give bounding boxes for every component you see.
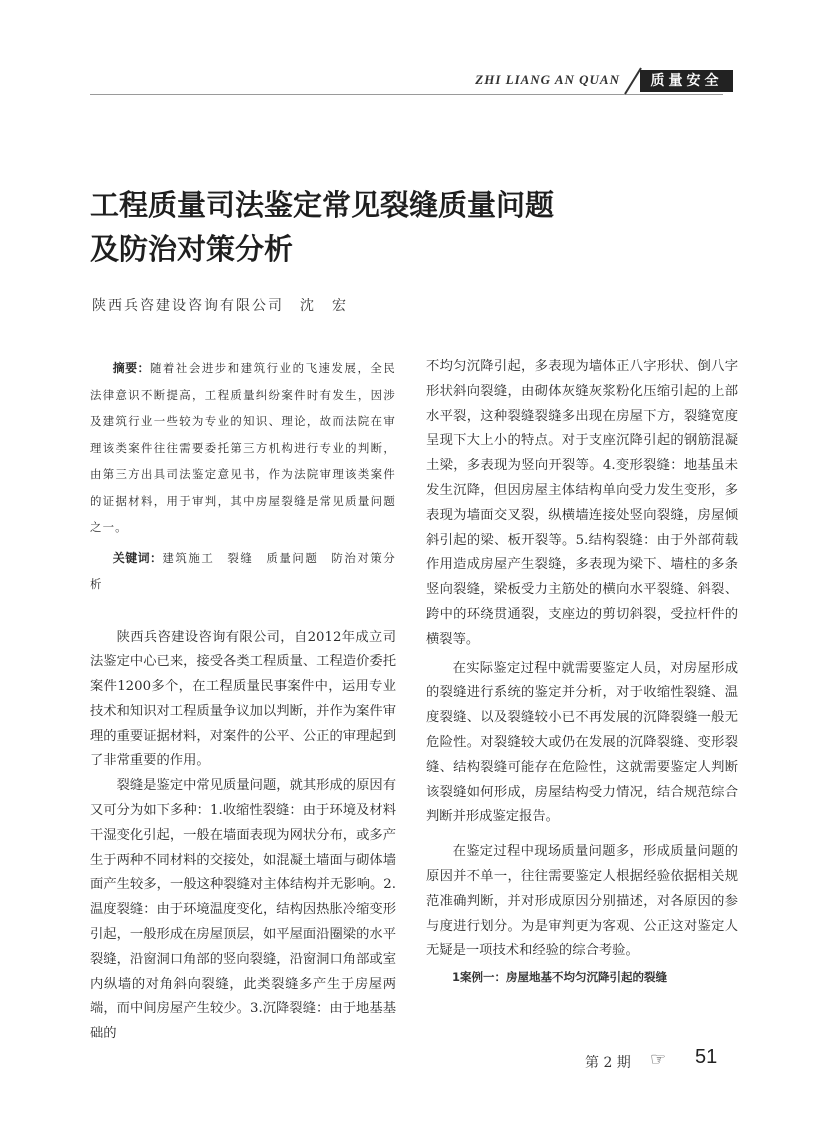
issue-number: 第 2 期 [585, 1055, 631, 1071]
right-column [426, 355, 738, 988]
left-body [90, 626, 396, 1048]
body-paragraph: 在实际鉴定过程中就需要鉴定人员，对房屋形成的裂缝进行系统的鉴定并分析，对于收缩性裂缝、温度裂缝、以及裂缝较小已不再发展的沉降裂缝一般无危险性。对裂缝较大或仍在发展的沉降裂缝、变形裂缝、结构裂缝可能存在危险性，这就需要鉴定人判断该裂缝如何形成，房屋结构受力情况，结合规范综合判断并形成鉴定报告。 [426, 660, 738, 825]
header-english-title: ZHI LIANG AN QUAN [475, 72, 620, 87]
keywords [90, 545, 396, 598]
keywords-label: 关键词： [112, 550, 163, 565]
page-number: 51 [695, 1046, 718, 1068]
body-paragraph: 不均匀沉降引起，多表现为墙体正八字形状、倒八字形状斜向裂缝，由砌体灰缝灰浆粉化压缩引起的上部水平裂，这种裂缝裂缝多出现在房屋下方，裂缝宽度呈现下大上小的特点。对于支座沉降引起的钢筋混凝土梁，多表现为竖向开裂等。4.变形裂缝：地基虽未发生沉降，但因房屋主体结构单向受力发生变形，多表现为墙面交叉裂，纵横墙连接处竖向裂缝，房屋倾斜引起的梁、板开裂等。5.结构裂缝：由于外部荷载作用造成房屋产生裂缝，多表现为梁下、墙柱的多条竖向裂缝，梁板受力主筋处的横向水平裂缝、斜裂、跨中的环绕贯通裂，支座边的剪切斜裂，受拉杆件的横裂等。 [426, 359, 738, 647]
article-title-line-2: 及防治对策分析 [90, 232, 294, 266]
pointing-hand-icon: ☞ [650, 1049, 667, 1070]
keywords-text: 建筑施工 裂缝 质量问题 防治对策分析 [90, 550, 396, 591]
section-tag: 质量安全 [640, 70, 733, 92]
abstract-text: 随着社会进步和建筑行业的飞速发展，全民法律意识不断提高，工程质量纠纷案件时有发生，因涉及建筑行业一些较为专业的知识、理论，故而法院在审理该类案件往往需要委托第三方机构进行专业的判断，由第三方出具司法鉴定意见书，作为法院审理该类案件的证据材料，用于审判，其中房屋裂缝是常见质量问题之一。 [90, 361, 396, 534]
article-title [90, 183, 690, 271]
author-line: 陕西兵咨建设咨询有限公司 沈 宏 [92, 298, 348, 314]
abstract-block [90, 355, 396, 598]
section-heading: 1案例一：房屋地基不均匀沉降引起的裂缝 [452, 970, 667, 985]
body-paragraph: 裂缝是鉴定中常见质量问题，就其形成的原因有又可分为如下多种：1.收缩性裂缝：由于环境及材料干湿变化引起，一般在墙面表现为网状分布，或多产生于两种不同材料的交接处，如混凝土墙面与砌体墙面产生较多，一般这种裂缝对主体结构并无影响。2.温度裂缝：由于环境温度变化，结构因热胀冷缩变形引起，一般形成在房屋顶层，如平屋面沿圈梁的水平裂缝，沿窗洞口角部的竖向裂缝，沿窗洞口角部或室内纵墙的对角斜向裂缝，此类裂缝多产生于房屋两端，而中间房屋产生较少。3.沉降裂缝：由于地基基础的 [90, 778, 396, 1042]
abstract-label: 摘要： [112, 361, 150, 375]
article-title-line-1: 工程质量司法鉴定常见裂缝质量问题 [90, 188, 555, 222]
left-column [90, 355, 396, 1047]
body-paragraph: 在鉴定过程中现场质量问题多，形成质量问题的原因并不单一，往往需要鉴定人根据经验依据相关规范准确判断，并对形成原因分别描述，对各原因的参与度进行划分。为是审判更为客观、公正这对鉴定人无疑是一项技术和经验的综合考验。 [426, 844, 738, 959]
abstract [90, 355, 396, 541]
body-paragraph: 陕西兵咨建设咨询有限公司，自2012年成立司法鉴定中心已来，接受各类工程质量、工程造价委托案件1200多个，在工程质量民事案件中，运用专业技术和知识对工程质量争议加以判断，并作为案件审理的重要证据材料，对案件的公平、公正的审理起到了非常重要的作用。 [90, 629, 396, 769]
